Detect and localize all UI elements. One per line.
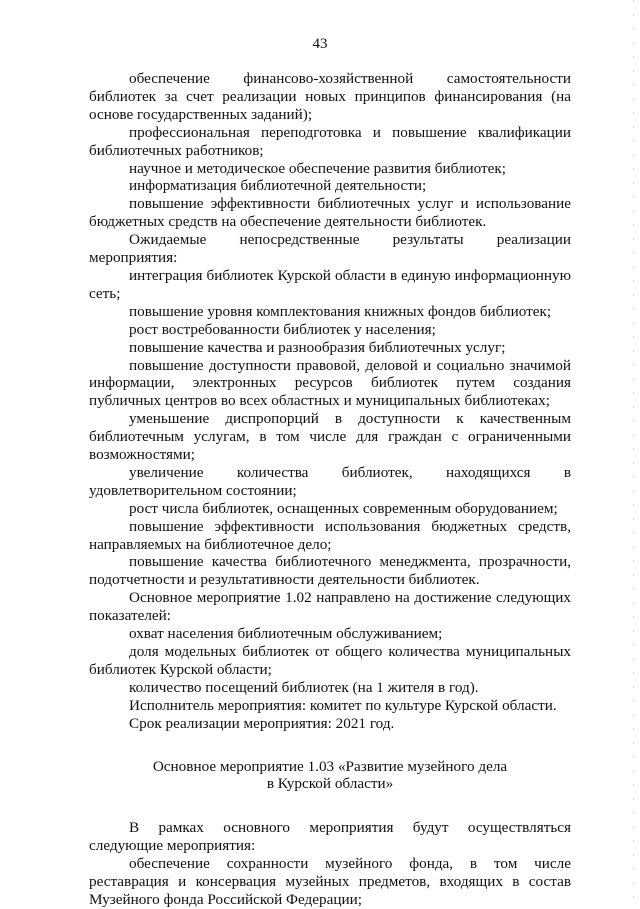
paragraph: Ожидаемые непосредственные результаты реализации мероприятия: [89, 231, 571, 267]
paragraph: профессиональная переподготовка и повышение квалификации библиотечных работников; [89, 123, 571, 159]
document-body [89, 70, 571, 909]
paragraph: повышение эффективности библиотечных услуг и использование бюджетных средств на обеспечение деятельности библиотек. [89, 195, 571, 231]
paragraph: количество посещений библиотек (на 1 жителя в год). [129, 678, 479, 696]
paragraph: повышение доступности правовой, деловой и социально значимой информации, электронных ресурсов библиотек путем создания публичных центров во всех областных и муниципальных библиотеках; [89, 356, 571, 410]
page-number: 43 [312, 36, 328, 52]
paragraph: рост числа библиотек, оснащенных современным оборудованием; [129, 499, 558, 517]
paragraph: информатизация библиотечной деятельности; [129, 177, 427, 195]
paragraph: Срок реализации мероприятия: 2021 год. [129, 714, 395, 732]
section-heading [89, 758, 571, 794]
section-heading-line: в Курской области» [266, 775, 394, 793]
scan-edge-mark [633, 0, 634, 905]
paragraph: обеспечение финансово-хозяйственной самостоятельности библиотек за счет реализации новых принципов финансирования (на основе государственных заданий); [89, 70, 571, 123]
paragraph: повышение эффективности использования бюджетных средств, направляемых на библиотечное дело; [89, 517, 571, 553]
paragraph: повышение уровня комплектования книжных фондов библиотек; [129, 302, 552, 320]
paragraph: увеличение количества библиотек, находящихся в удовлетворительном состоянии; [89, 463, 571, 499]
paragraph: уменьшение диспропорций в доступности к качественным библиотечным услугам, в том числе для граждан с ограниченными возможностями; [89, 410, 571, 464]
paragraph: рост востребованности библиотек у населения; [129, 320, 436, 338]
paragraph: Исполнитель мероприятия: комитет по культуре Курской области. [129, 696, 557, 714]
paragraph: В рамках основного мероприятия будут осуществляться следующие мероприятия: [89, 819, 571, 855]
paragraph: повышение качества и разнообразия библиотечных услуг; [129, 338, 506, 356]
paragraph: научное и методическое обеспечение развития библиотек; [129, 159, 507, 177]
paragraph: Основное мероприятие 1.02 направлено на достижение следующих показателей: [89, 589, 571, 625]
section-heading-line: Основное мероприятие 1.03 «Развитие музейного дела [152, 757, 508, 775]
paragraph: обеспечение сохранности музейного фонда, в том числе реставрация и консервация музейных предметов, входящих в состав Музейного фонда Российской Федерации; [89, 855, 571, 908]
paragraph: охват населения библиотечным обслуживанием; [129, 625, 443, 643]
paragraph: доля модельных библиотек от общего количества муниципальных библиотек Курской области; [89, 643, 571, 678]
paragraph: повышение качества библиотечного менеджмента, прозрачности, подотчетности и результативности деятельности библиотек. [89, 553, 571, 589]
paragraph: интеграция библиотек Курской области в единую информационную сеть; [89, 266, 571, 302]
